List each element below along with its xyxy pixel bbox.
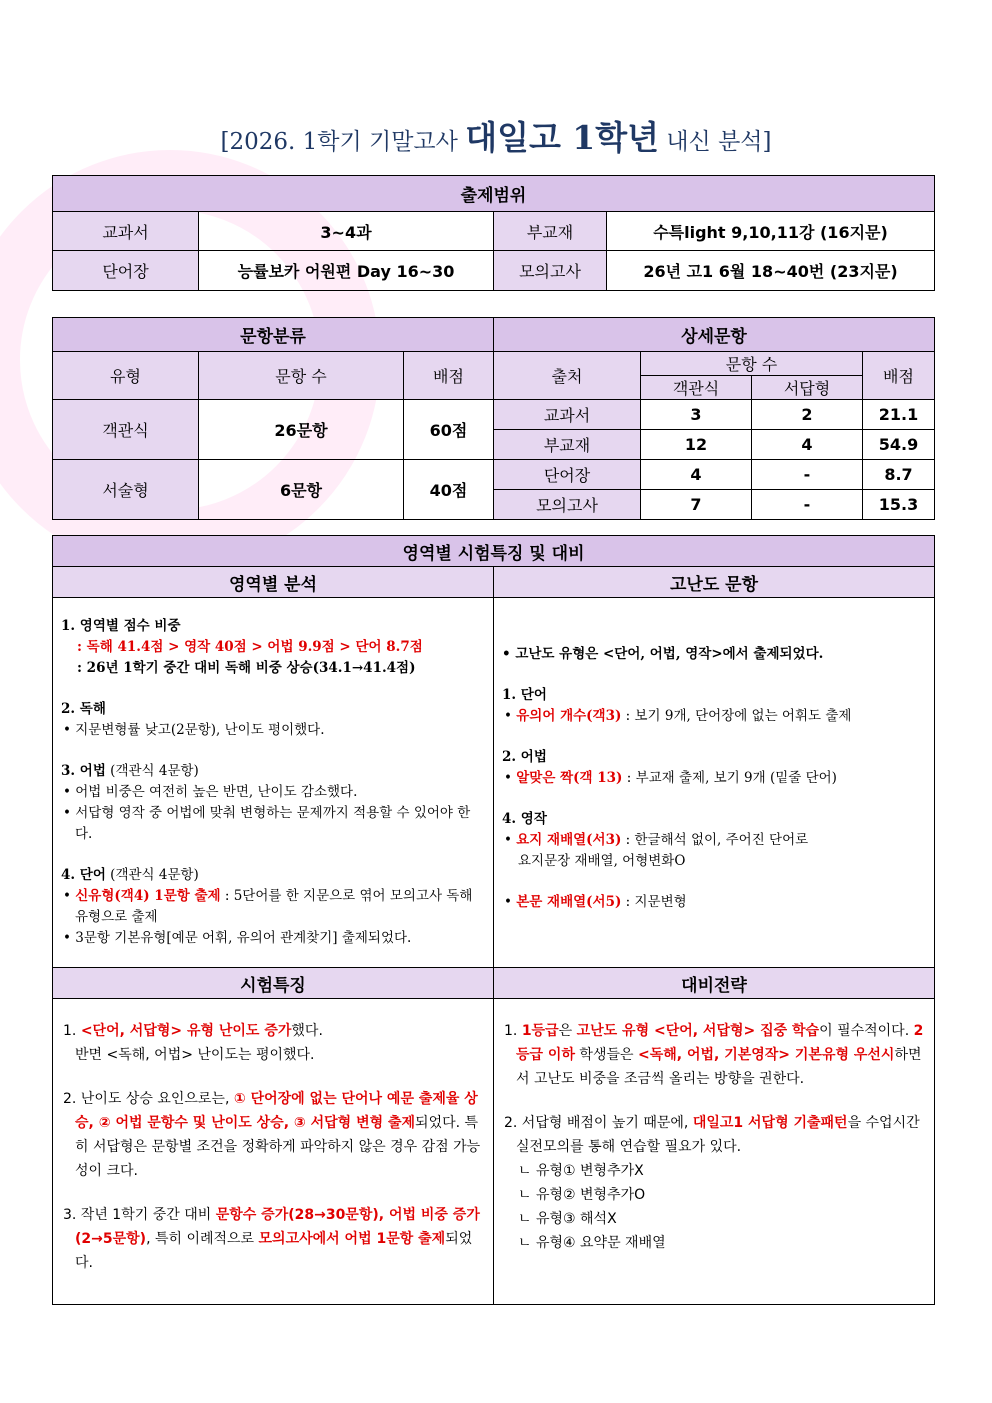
obj-cell: 3: [641, 400, 752, 430]
classify-right-header: 상세문항: [494, 318, 935, 352]
obj-cell: 4: [641, 460, 752, 490]
score-detail-cell: 8.7: [863, 460, 935, 490]
source-cell: 단어장: [494, 460, 641, 490]
area-analysis-body: 1. 영역별 점수 비중 : 독해 41.4점 > 영작 40점 > 어법 9.9점 > 단어 8.7점 : 26년 1학기 중간 대비 독해 비중 상승(34.1→41.4점) 2. 독해 • 지문변형률 낮고(2문항), 난이도 평이했다. 3. 어법 (객관식 4문항) • 어법 비중은 여전히 높은 반면, 난이도 감소했다. • 서답형 영작 중 어법에 맞춰 변형하는 문제까지 적용할 수 있어야 한다. 4. 단어 (객관식 4문항) • 신유형(객4) 1문항 출제 : 5단어를 한 지문으로 엮어 모의고사 독해 유형으로 출제 • 3문항 기본유형[예문 어휘, 유의어 관계찾기] 출제되었다.: [53, 598, 494, 968]
col-question-count: 문항 수: [641, 352, 863, 376]
source-cell: 교과서: [494, 400, 641, 430]
subj-cell: -: [752, 490, 863, 520]
classify-left-header: 문항분류: [53, 318, 494, 352]
col-count: 문항 수: [199, 352, 404, 400]
hard-items-header: 고난도 문항: [494, 567, 935, 598]
col-subjective: 서답형: [752, 376, 863, 400]
type-cell: 서술형: [53, 460, 199, 520]
score-detail-cell: 21.1: [863, 400, 935, 430]
score-detail-cell: 54.9: [863, 430, 935, 460]
obj-cell: 12: [641, 430, 752, 460]
strategy-item: ㄴ 유형② 변형추가O: [518, 1187, 646, 1203]
page-title: [2026. 1학기 기말고사 대일고 1학년 내신 분석]: [220, 118, 772, 157]
count-cell: 6문항: [199, 460, 404, 520]
count-cell: 26문항: [199, 400, 404, 460]
subj-cell: 4: [752, 430, 863, 460]
subj-cell: 2: [752, 400, 863, 430]
score-cell: 40점: [404, 460, 494, 520]
strategy-body: 1. 1등급은 고난도 유형 <단어, 서답형> 집중 학습이 필수적이다. 2등급 이하 학생들은 <독해, 어법, 기본영작> 기본유형 우선시하면서 고난도 비중을 조금씩 올리는 방향을 권한다. 2. 서답형 배점이 높기 때문에, 대일고1 서답형 기출패턴을 수업시간 실전모의를 통해 연습할 필요가 있다. ㄴ 유형① 변형추가X ㄴ 유형② 변형추가O ㄴ 유형③ 해석X ㄴ 유형④ 요약문 재배열: [494, 999, 935, 1305]
col-source: 출처: [494, 352, 641, 400]
features-table: [52, 535, 935, 1305]
scope-value: 능률보카 어원편 Day 16~30: [199, 251, 494, 291]
hard-items-body: • 고난도 유형은 <단어, 어법, 영작>에서 출제되었다. 1. 단어 • 유의어 개수(객3) : 보기 9개, 단어장에 없는 어휘도 출제 2. 어법 • 알맞은 짝(객 13) : 부교재 출제, 보기 9개 (밑줄 단어) 4. 영작 • 요지 재배열(서3) : 한글해석 없이, 주어진 단어로 요지문장 재배열, 어형변화O • 본문 재배열(서5) : 지문변형: [494, 598, 935, 968]
source-cell: 부교재: [494, 430, 641, 460]
score-detail-cell: 15.3: [863, 490, 935, 520]
scope-table: [52, 175, 935, 291]
col-objective: 객관식: [641, 376, 752, 400]
features-header: 영역별 시험특징 및 대비: [53, 536, 935, 567]
exam-features-header: 시험특징: [53, 968, 494, 999]
strategy-item: ㄴ 유형③ 해석X: [518, 1211, 617, 1227]
col-type: 유형: [53, 352, 199, 400]
strategy-item: ㄴ 유형① 변형추가X: [518, 1163, 644, 1179]
obj-cell: 7: [641, 490, 752, 520]
classify-table: [52, 317, 935, 520]
scope-label: 단어장: [53, 251, 199, 291]
strategy-header: 대비전략: [494, 968, 935, 999]
scope-label: 부교재: [494, 212, 607, 251]
type-cell: 객관식: [53, 400, 199, 460]
subj-cell: -: [752, 460, 863, 490]
scope-value: 26년 고1 6월 18~40번 (23지문): [607, 251, 935, 291]
area-analysis-header: 영역별 분석: [53, 567, 494, 598]
scope-value: 3~4과: [199, 212, 494, 251]
col-score-detail: 배점: [863, 352, 935, 400]
score-cell: 60점: [404, 400, 494, 460]
col-score: 배점: [404, 352, 494, 400]
scope-header: 출제범위: [53, 176, 935, 212]
scope-label: 교과서: [53, 212, 199, 251]
scope-label: 모의고사: [494, 251, 607, 291]
scope-value: 수특light 9,10,11강 (16지문): [607, 212, 935, 251]
source-cell: 모의고사: [494, 490, 641, 520]
exam-features-body: 1. <단어, 서답형> 유형 난이도 증가했다. 반면 <독해, 어법> 난이도는 평이했다. 2. 난이도 상승 요인으로는, ① 단어장에 없는 단어나 예문 출제율 상승, ② 어법 문항수 및 난이도 상승, ③ 서답형 변형 출제되었다. 특히 서답형은 문항별 조건을 정확하게 파악하지 않은 경우 감점 가능성이 크다. 3. 작년 1학기 중간 대비 문항수 증가(28→30문항), 어법 비중 증가(2→5문항), 특히 이례적으로 모의고사에서 어법 1문항 출제되었다.: [53, 999, 494, 1305]
strategy-item: ㄴ 유형④ 요약문 재배열: [518, 1235, 666, 1251]
